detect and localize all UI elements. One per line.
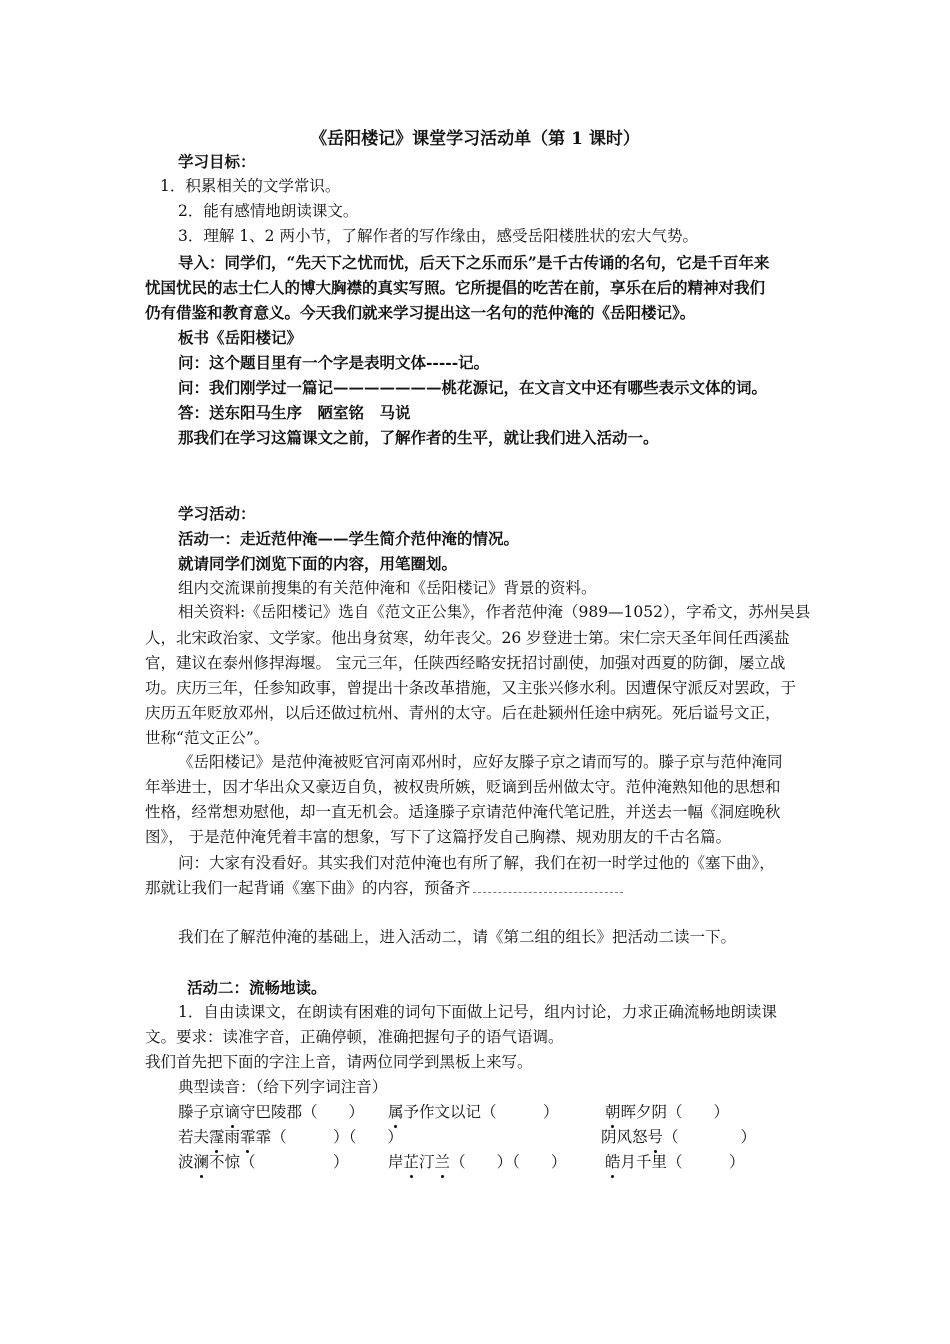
intro-line: 导入：同学们，“先天下之忧而忧，后天下之乐而乐”是千古传诵的名句，它是千百年来	[178, 253, 770, 272]
answer-1: 答：送东阳马生序 陋室铭 马说	[178, 403, 411, 422]
pron-text: 岸	[388, 1153, 404, 1171]
activity2-title: 活动二：流畅地读。	[187, 978, 327, 997]
bio-line: 功。庆历三年，任参知政事，曾提出十条改革措施，又主张兴修水利。因遭保守派反对罢政，于	[145, 679, 797, 697]
activity1-title: 活动一：走近范仲淹——学生简介范仲淹的情况。	[178, 529, 520, 548]
question-1: 问：这个题目里有一个字是表明文体-----记。	[178, 353, 490, 372]
transition-2: 我们在了解范仲淹的基础上，进入活动二，请《第二组的组长》把活动二读一下。	[178, 928, 737, 946]
pron-item	[388, 1150, 566, 1172]
activities-heading: 学习活动：	[178, 504, 256, 523]
intro-line: 仍有借鉴和教育意义。今天我们就来学习提出这一名句的范仲淹的《岳阳楼记》。	[145, 303, 696, 322]
goal-item: 1．积累相关的文学常识。	[160, 177, 341, 195]
reading-line: 1．自由读课文，在朗读有困难的词句下面做上记号，组内讨论，力求正确流畅地朗读课	[178, 1003, 777, 1021]
dotted-char: 兰	[435, 1150, 451, 1172]
question-3-text: 那就让我们一起背诵《塞下曲》的内容，预备齐	[145, 879, 471, 897]
question-2: 问：我们刚学过一篇记———————桃花源记，在文言文中还有哪些表示文体的词。	[178, 378, 768, 397]
page-title: 《岳阳楼记》课堂学习活动单（第 1 课时）	[310, 129, 640, 149]
bio-line: 相关资料:《岳阳楼记》选自《范文正公集》，作者范仲淹（989—1052），字希文，苏州吴县	[178, 603, 811, 621]
reading-line: 文。要求：读准字音，正确停顿，准确把握句子的语气语调。	[145, 1028, 564, 1046]
bio-line: 官，建议在泰州修捍海堰。 宝元三年，任陕西经略安抚招讨副使，加强对西夏的防御，屡立战	[145, 654, 786, 672]
bio-line: 庆历五年贬放邓州，以后还做过杭州、青州的太守。后在赴颍州任途中病死。死后谥号文正，	[145, 704, 781, 722]
dotted-char: 朝	[605, 1100, 621, 1122]
dotted-char: 芷	[404, 1150, 420, 1172]
pron-item	[605, 1150, 745, 1172]
pron-text: 予作文以记（ ）	[403, 1103, 559, 1121]
pron-text: 汀	[419, 1153, 435, 1171]
board-note: 板书《岳阳楼记》	[178, 328, 303, 347]
pron-text: 守巴陵郡（ ）	[240, 1103, 365, 1121]
dotted-char: 属	[388, 1100, 404, 1122]
question-3-line	[145, 876, 810, 901]
background-line: 图》， 于是范仲淹凭着丰富的想象，写下了这篇抒发自己胸襟、规劝朋友的千古名篇。	[145, 828, 732, 846]
background-line: 年举进士，因才华出众又豪迈自负，被权贵所嫉，贬谪到岳州做太守。范仲淹熟知他的思想和	[145, 778, 781, 796]
background-line: 性格，经常想劝慰他，却一直无机会。适逢滕子京请范仲淹代笔记胜，并送去一幅《洞庭晚秋	[145, 803, 781, 821]
pron-text: 月千里（ ）	[620, 1153, 745, 1171]
pron-item	[605, 1100, 729, 1122]
pron-text: 雨	[224, 1128, 241, 1146]
pron-item	[388, 1100, 559, 1122]
bio-line: 世称“范文正公”。	[145, 729, 270, 747]
goal-item: 3．理解 1、2 两小节，了解作者的写作缘由，感受岳阳楼胜状的宏大气势。	[178, 227, 698, 245]
dotted-char: 澜	[194, 1150, 210, 1172]
bio-line: 人，北宋政治家、文学家。他出身贫寒，幼年丧父。26 岁登进士第。宋仁宗天圣年间任西溪盐	[145, 629, 790, 647]
pronunciation-heading: 典型读音：（给下列字词注音）	[178, 1078, 388, 1096]
dotted-char: 霏	[240, 1125, 256, 1147]
pron-text: 晖夕阴（ ）	[620, 1103, 730, 1121]
pron-text: 波	[178, 1153, 194, 1171]
goal-item: 2．能有感情地朗读课文。	[178, 202, 359, 220]
pron-item	[178, 1150, 349, 1172]
question-3-line: 问：大家有没看好。其实我们对范仲淹也有所了解，我们在初一时学过他的《塞下曲》，	[178, 854, 775, 872]
pron-item	[601, 1125, 756, 1147]
pron-text: 若夫	[178, 1128, 210, 1146]
board-instruction: 我们首先把下面的字注上音，请两位同学到黑板上来写。	[145, 1053, 533, 1071]
pron-item	[178, 1125, 403, 1147]
fill-blank	[473, 880, 623, 893]
pron-text: 阴风怒	[601, 1128, 648, 1146]
dotted-char: 号	[648, 1125, 664, 1147]
pron-text: 霏（ ）（ ）	[255, 1128, 403, 1146]
background-line: 《岳阳楼记》是范仲淹被贬官河南邓州时，应好友滕子京之请而写的。滕子京与范仲淹同	[178, 753, 783, 771]
transition-1: 那我们在学习这篇课文之前，了解作者的生平，就让我们进入活动一。	[178, 428, 659, 447]
dotted-char: 霪	[209, 1125, 225, 1147]
dotted-char: 皓	[605, 1150, 621, 1172]
dotted-char: 谪	[225, 1100, 241, 1122]
intro-line: 忧国忧民的志士仁人的博大胸襟的真实写照。它所提倡的吃苦在前，享乐在后的精神对我们	[145, 278, 766, 297]
activity1-instruction: 就请同学们浏览下面的内容，用笔圈划。	[178, 554, 458, 573]
pron-text: 滕子京	[178, 1103, 225, 1121]
pron-text: （ ）	[663, 1128, 757, 1146]
goals-heading: 学习目标：	[178, 152, 256, 171]
pron-text: （ ）（ ）	[450, 1153, 567, 1171]
group-exchange: 组内交流课前搜集的有关范仲淹和《岳阳楼记》背景的资料。	[178, 579, 597, 597]
pron-text: 不惊（ ）	[209, 1153, 349, 1171]
pron-item	[178, 1100, 364, 1122]
